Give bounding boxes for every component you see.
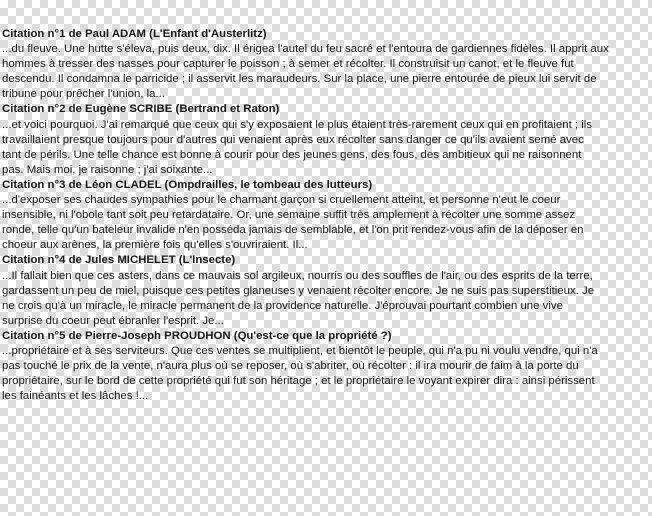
citation-text-line: pas. Mais moi, je raisonne ; j'ai soixante... bbox=[2, 163, 213, 176]
citation-block bbox=[2, 253, 648, 328]
citation-heading: Citation n°4 de Jules MICHELET (L'Insecte) bbox=[2, 254, 236, 267]
citation-text-line: tribune pour prêcher l'union, la... bbox=[2, 88, 166, 101]
citation-text-line: choeur aux arènes, la première fois qu'elles s'ouvriraient. Il... bbox=[2, 239, 308, 252]
citation-text-line: propriétaire, sur le bord de cette propriété qui fut son héritage ; et le propriétaire le voyant expirer dira : ainsi périssent bbox=[2, 375, 595, 388]
citation-text-line: pas touché le prix de la vente, n'aura plus où se reposer, où s'abriter, où récolter : il ira mourir de faim à la porte du bbox=[2, 360, 579, 373]
citation-text-line: travaillaient presque toujours pour d'autres qui venaient après eux récolter sans danger ce qu'ils avaient semé avec bbox=[2, 133, 584, 146]
citation-text-line: gardassent un peu de miel, puisque ces petites glaneuses y venaient récolter encore. Je ne suis pas superstitieux. Je bbox=[2, 284, 595, 297]
citation-text-line: hommes à tresser des nasses pour capturer le poisson ; à semer et récolter. Il construisit un canot, et le fleuve fut bbox=[2, 58, 574, 71]
document-body bbox=[2, 27, 648, 404]
citation-text-line: insensible, ni l'obole tant soit peu retardataire. Or, une semaine suffit très amplement à récolter une somme assez bbox=[2, 209, 576, 222]
citation-heading: Citation n°1 de Paul ADAM (L'Enfant d'Austerlitz) bbox=[2, 28, 267, 40]
citation-heading: Citation n°2 de Eugène SCRIBE (Bertrand et Raton) bbox=[2, 103, 280, 116]
citation-heading: Citation n°5 de Pierre-Joseph PROUDHON (Qu'est-ce que la propriété ?) bbox=[2, 329, 392, 342]
citation-heading: Citation n°3 de Léon CLADEL (Ompdrailles, le tombeau des lutteurs) bbox=[2, 178, 373, 191]
citation-text-line: ronde, telle qu'un bateleur invalide n'en posséda jamais de semblable, et l'on prit rendez-vous afin de la déposer en bbox=[2, 224, 584, 237]
citation-text-line: ...d'exposer ses chaudes sympathies pour le charmant garçon si cruellement atteint, et personne n'eut le coeur bbox=[2, 194, 561, 207]
citation-text-line: surprise du coeur peut ébranler l'esprit. Je... bbox=[2, 314, 224, 327]
citation-block bbox=[2, 27, 648, 102]
citation-text-line: ...du fleuve. Une hutte s'éleva, puis deux, dix. Il érigea l'autel du feu sacré et l'entoura de gardiennes fidèles. Il apprit aux bbox=[2, 43, 609, 56]
citation-text-line: descendu. Il condamna le parricide ; il asservit les maraudeurs. Sur la place, une pierre entourée de pieux lui servit de bbox=[2, 73, 597, 86]
citation-block bbox=[2, 102, 648, 177]
citation-text-line: ne crois qu'à un miracle, le miracle permanent de la providence naturelle. J'éprouvai pourtant combien une vive bbox=[2, 299, 563, 312]
citation-text-line: ...et voici pourquoi. J'ai remarqué que ceux qui s'y exposaient le plus étaient très-rarement ceux qui en profitaient ; ils bbox=[2, 118, 593, 131]
citation-block bbox=[2, 178, 648, 253]
citation-text-line: tant de périls. Une telle chance est bonne à courir pour des jeunes gens, des fous, des ambitieux qui ne raisonnent bbox=[2, 148, 582, 161]
citation-text-line: les fainéants et les lâches !... bbox=[2, 390, 149, 403]
citation-text-line: ...propriétaire et à ses serviteurs. Que ces ventes se multiplient, et bientôt le peuple, qui n'a pu ni voulu vendre, qui n'a bbox=[2, 344, 598, 357]
citation-block bbox=[2, 329, 648, 404]
citation-text-line: ...Il fallait bien que ces asters, dans ce mauvais sol argileux, nourris ou des souffles de l'air, ou des esprits de la terre, bbox=[2, 269, 593, 282]
